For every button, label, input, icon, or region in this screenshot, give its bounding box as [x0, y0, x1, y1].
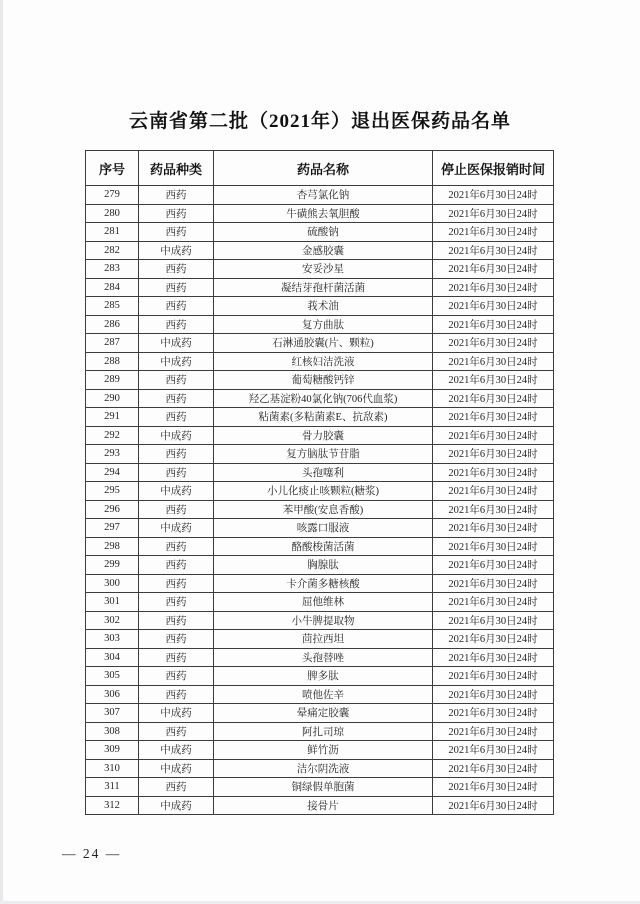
cell-no: 292: [86, 426, 139, 445]
header-row: [86, 151, 554, 186]
cell-name: 小牛脾提取物: [214, 611, 433, 630]
cell-category: 西药: [139, 667, 214, 686]
table-row: [86, 796, 554, 815]
cell-category: 西药: [139, 260, 214, 279]
table-row: [86, 741, 554, 760]
table-row: [86, 648, 554, 667]
table-row: [86, 334, 554, 353]
cell-category: 西药: [139, 574, 214, 593]
cell-name: 酪酸梭菌活菌: [214, 537, 433, 556]
cell-category: 西药: [139, 463, 214, 482]
cell-name: 金感胶囊: [214, 241, 433, 260]
table-row: [86, 223, 554, 242]
cell-stop-time: 2021年6月30日24时: [433, 778, 554, 797]
cell-no: 301: [86, 593, 139, 612]
table-row: [86, 500, 554, 519]
cell-stop-time: 2021年6月30日24时: [433, 704, 554, 723]
cell-category: 西药: [139, 611, 214, 630]
cell-no: 284: [86, 278, 139, 297]
cell-category: 西药: [139, 389, 214, 408]
cell-category: 西药: [139, 537, 214, 556]
cell-name: 喷他佐辛: [214, 685, 433, 704]
cell-name: 屈他维林: [214, 593, 433, 612]
cell-name: 卡介菌多糖核酸: [214, 574, 433, 593]
cell-category: 中成药: [139, 352, 214, 371]
table-row: [86, 722, 554, 741]
cell-stop-time: 2021年6月30日24时: [433, 537, 554, 556]
table-row: [86, 556, 554, 575]
table-row: [86, 204, 554, 223]
cell-category: 西药: [139, 315, 214, 334]
cell-name: 复方脑肽节苷脂: [214, 445, 433, 464]
cell-no: 291: [86, 408, 139, 427]
cell-category: 西药: [139, 500, 214, 519]
cell-stop-time: 2021年6月30日24时: [433, 574, 554, 593]
cell-name: 苯甲酸(安息香酸): [214, 500, 433, 519]
cell-category: 西药: [139, 630, 214, 649]
cell-category: 西药: [139, 186, 214, 205]
cell-no: 305: [86, 667, 139, 686]
cell-stop-time: 2021年6月30日24时: [433, 667, 554, 686]
cell-category: 西药: [139, 556, 214, 575]
table-row: [86, 260, 554, 279]
table-row: [86, 574, 554, 593]
cell-name: 凝结芽孢杆菌活菌: [214, 278, 433, 297]
cell-stop-time: 2021年6月30日24时: [433, 278, 554, 297]
table-row: [86, 463, 554, 482]
cell-stop-time: 2021年6月30日24时: [433, 334, 554, 353]
document-title: 云南省第二批（2021年）退出医保药品名单: [128, 111, 511, 132]
cell-no: 296: [86, 500, 139, 519]
cell-name: 杏芎氯化钠: [214, 186, 433, 205]
table-row: [86, 537, 554, 556]
cell-name: 牛磺熊去氧胆酸: [214, 204, 433, 223]
cell-no: 283: [86, 260, 139, 279]
cell-stop-time: 2021年6月30日24时: [433, 204, 554, 223]
cell-name: 石淋通胶囊(片、颗粒): [214, 334, 433, 353]
cell-no: 308: [86, 722, 139, 741]
table-header: [86, 151, 554, 186]
cell-stop-time: 2021年6月30日24时: [433, 260, 554, 279]
cell-name: 接骨片: [214, 796, 433, 815]
cell-name: 晕痛定胶囊: [214, 704, 433, 723]
drug-list-table: [85, 150, 554, 815]
cell-name: 粘菌素(多粘菌素E、抗敌素): [214, 408, 433, 427]
cell-category: 西药: [139, 648, 214, 667]
cell-category: 中成药: [139, 741, 214, 760]
cell-stop-time: 2021年6月30日24时: [433, 722, 554, 741]
cell-no: 297: [86, 519, 139, 538]
table-row: [86, 389, 554, 408]
table-row: [86, 241, 554, 260]
cell-no: 311: [86, 778, 139, 797]
cell-no: 304: [86, 648, 139, 667]
table-row: [86, 352, 554, 371]
table-row: [86, 704, 554, 723]
table-row: [86, 630, 554, 649]
cell-category: 西药: [139, 778, 214, 797]
table-row: [86, 611, 554, 630]
cell-category: 西药: [139, 371, 214, 390]
cell-name: 安妥沙星: [214, 260, 433, 279]
cell-category: 中成药: [139, 334, 214, 353]
cell-category: 中成药: [139, 796, 214, 815]
cell-stop-time: 2021年6月30日24时: [433, 389, 554, 408]
cell-stop-time: 2021年6月30日24时: [433, 593, 554, 612]
cell-name: 骨力胶囊: [214, 426, 433, 445]
cell-name: 脾多肽: [214, 667, 433, 686]
cell-name: 红核妇洁洗液: [214, 352, 433, 371]
cell-no: 294: [86, 463, 139, 482]
cell-name: 胸腺肽: [214, 556, 433, 575]
cell-stop-time: 2021年6月30日24时: [433, 426, 554, 445]
cell-name: 鲜竹沥: [214, 741, 433, 760]
table-row: [86, 759, 554, 778]
cell-no: 302: [86, 611, 139, 630]
cell-no: 286: [86, 315, 139, 334]
cell-stop-time: 2021年6月30日24时: [433, 611, 554, 630]
cell-category: 中成药: [139, 241, 214, 260]
cell-no: 299: [86, 556, 139, 575]
cell-name: 莪术油: [214, 297, 433, 316]
cell-stop-time: 2021年6月30日24时: [433, 445, 554, 464]
table-row: [86, 297, 554, 316]
cell-no: 280: [86, 204, 139, 223]
table-row: [86, 445, 554, 464]
table-row: [86, 408, 554, 427]
cell-stop-time: 2021年6月30日24时: [433, 648, 554, 667]
cell-stop-time: 2021年6月30日24时: [433, 297, 554, 316]
cell-stop-time: 2021年6月30日24时: [433, 315, 554, 334]
table-row: [86, 593, 554, 612]
cell-no: 295: [86, 482, 139, 501]
cell-category: 中成药: [139, 519, 214, 538]
cell-category: 中成药: [139, 426, 214, 445]
cell-name: 铜绿假单胞菌: [214, 778, 433, 797]
cell-category: 中成药: [139, 704, 214, 723]
page-number: — 24 —: [62, 846, 122, 861]
column-header-category: 药品种类: [139, 151, 214, 186]
cell-stop-time: 2021年6月30日24时: [433, 371, 554, 390]
cell-name: 羟乙基淀粉40氯化钠(706代血浆): [214, 389, 433, 408]
table-row: [86, 371, 554, 390]
cell-category: 西药: [139, 223, 214, 242]
cell-stop-time: 2021年6月30日24时: [433, 241, 554, 260]
cell-no: 310: [86, 759, 139, 778]
cell-no: 281: [86, 223, 139, 242]
column-header-name: 药品名称: [214, 151, 433, 186]
table-row: [86, 186, 554, 205]
cell-no: 282: [86, 241, 139, 260]
cell-stop-time: 2021年6月30日24时: [433, 352, 554, 371]
cell-no: 279: [86, 186, 139, 205]
table-row: [86, 685, 554, 704]
cell-category: 西药: [139, 278, 214, 297]
cell-stop-time: 2021年6月30日24时: [433, 500, 554, 519]
cell-no: 306: [86, 685, 139, 704]
cell-category: 西药: [139, 685, 214, 704]
cell-no: 300: [86, 574, 139, 593]
table-row: [86, 482, 554, 501]
cell-stop-time: 2021年6月30日24时: [433, 223, 554, 242]
cell-stop-time: 2021年6月30日24时: [433, 556, 554, 575]
cell-no: 312: [86, 796, 139, 815]
cell-no: 298: [86, 537, 139, 556]
table-row: [86, 426, 554, 445]
scan-edge-left: [0, 0, 3, 904]
cell-category: 中成药: [139, 759, 214, 778]
cell-no: 303: [86, 630, 139, 649]
cell-category: 西药: [139, 445, 214, 464]
cell-stop-time: 2021年6月30日24时: [433, 796, 554, 815]
cell-stop-time: 2021年6月30日24时: [433, 630, 554, 649]
table-row: [86, 315, 554, 334]
cell-category: 中成药: [139, 482, 214, 501]
table-body: [86, 186, 554, 815]
cell-stop-time: 2021年6月30日24时: [433, 685, 554, 704]
cell-name: 头孢替唑: [214, 648, 433, 667]
cell-no: 290: [86, 389, 139, 408]
cell-no: 288: [86, 352, 139, 371]
cell-no: 289: [86, 371, 139, 390]
cell-category: 西药: [139, 297, 214, 316]
cell-stop-time: 2021年6月30日24时: [433, 741, 554, 760]
cell-stop-time: 2021年6月30日24时: [433, 186, 554, 205]
cell-no: 293: [86, 445, 139, 464]
cell-name: 咳露口服液: [214, 519, 433, 538]
cell-name: 阿扎司琼: [214, 722, 433, 741]
column-header-stop-time: 停止医保报销时间: [433, 151, 554, 186]
cell-name: 复方曲肽: [214, 315, 433, 334]
cell-no: 307: [86, 704, 139, 723]
cell-name: 小儿化痰止咳颗粒(糖浆): [214, 482, 433, 501]
table-row: [86, 519, 554, 538]
cell-name: 茴拉西坦: [214, 630, 433, 649]
table-row: [86, 778, 554, 797]
cell-no: 285: [86, 297, 139, 316]
cell-category: 西药: [139, 204, 214, 223]
cell-name: 洁尔阴洗液: [214, 759, 433, 778]
cell-no: 287: [86, 334, 139, 353]
cell-no: 309: [86, 741, 139, 760]
table-row: [86, 667, 554, 686]
cell-stop-time: 2021年6月30日24时: [433, 519, 554, 538]
cell-stop-time: 2021年6月30日24时: [433, 463, 554, 482]
cell-name: 葡萄糖酸钙锌: [214, 371, 433, 390]
cell-category: 西药: [139, 722, 214, 741]
cell-category: 西药: [139, 408, 214, 427]
cell-category: 西药: [139, 593, 214, 612]
cell-stop-time: 2021年6月30日24时: [433, 408, 554, 427]
cell-stop-time: 2021年6月30日24时: [433, 482, 554, 501]
cell-name: 硫酸钠: [214, 223, 433, 242]
cell-name: 头孢噻利: [214, 463, 433, 482]
cell-stop-time: 2021年6月30日24时: [433, 759, 554, 778]
column-header-no: 序号: [86, 151, 139, 186]
table-row: [86, 278, 554, 297]
